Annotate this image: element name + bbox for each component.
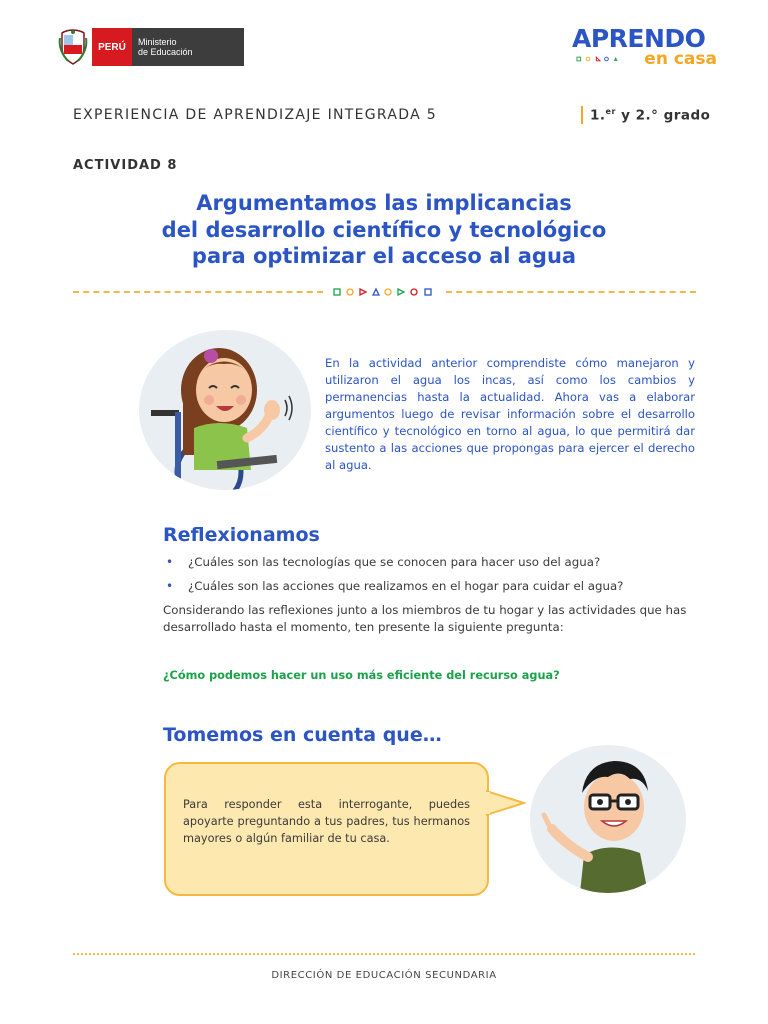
title-line-1: Argumentamos las implicancias bbox=[196, 191, 572, 215]
activity-label: ACTIVIDAD 8 bbox=[73, 158, 178, 173]
aprendo-en-casa-logo bbox=[572, 26, 717, 70]
ministry-line-1: Ministerio bbox=[138, 37, 177, 47]
key-question: ¿Cómo podemos hacer un uso más eficiente del recurso agua? bbox=[163, 669, 560, 682]
brand-main: APRENDO bbox=[572, 24, 706, 53]
brand-shapes-icon bbox=[572, 55, 624, 63]
boy-pointing-illustration bbox=[530, 745, 686, 893]
reflection-list bbox=[163, 555, 703, 603]
separator-left bbox=[73, 291, 323, 293]
list-item: • ¿Cuáles son las acciones que realizamos en el hogar para cuidar el agua? bbox=[166, 579, 624, 593]
speech-bubble-text: Para responder esta interrogante, puedes apoyarte preguntando a tus padres, tus hermanos mayores o algún familiar de tu casa. bbox=[183, 798, 470, 845]
grade-divider bbox=[581, 106, 583, 124]
intro-paragraph: En la actividad anterior comprendiste cómo manejaron y utilizaron el agua los incas, así como los cambios y permanencias hasta la actualidad. Ahora vas a elaborar argumentos luego de revisar información sobre el desarrollo científico y tecnológico en torno al agua, lo que permitirá dar sustento a las acciones que propongas para ejercer el derecho al agua. bbox=[325, 356, 695, 472]
peru-shield-icon bbox=[58, 28, 88, 66]
peru-label: PERÚ bbox=[92, 28, 132, 66]
list-item: • ¿Cuáles son las tecnologías que se conocen para hacer uso del agua? bbox=[166, 555, 601, 569]
page-title bbox=[73, 190, 695, 270]
reflexionamos-heading: Reflexionamos bbox=[163, 524, 320, 546]
bullet-icon: • bbox=[166, 579, 174, 593]
minedu-logo bbox=[58, 28, 244, 66]
footer-separator bbox=[73, 953, 695, 955]
decorative-shapes-icon bbox=[332, 286, 436, 298]
ministry-line-2: de Educación bbox=[138, 47, 193, 57]
girl-wheelchair-illustration bbox=[139, 330, 311, 490]
footer-label: DIRECCIÓN DE EDUCACIÓN SECUNDARIA bbox=[271, 970, 497, 981]
title-line-2: del desarrollo científico y tecnológico bbox=[161, 217, 607, 242]
brand-sub: en casa bbox=[644, 49, 717, 69]
separator-right bbox=[446, 291, 696, 293]
bullet-icon: • bbox=[166, 555, 174, 569]
speech-bubble-tail bbox=[486, 785, 526, 821]
grade-label: 1.$^{er}$ y 2.° grado bbox=[590, 107, 711, 124]
ministry-label bbox=[132, 28, 244, 66]
consider-paragraph: Considerando las reflexiones junto a los miembros de tu hogar y las actividades que has desarrollado hasta el momento, ten presente la siguiente pregunta: bbox=[163, 603, 687, 634]
title-line-3: para optimizar el acceso al agua bbox=[191, 244, 577, 268]
experience-title: EXPERIENCIA DE APRENDIZAJE INTEGRADA 5 bbox=[73, 107, 437, 123]
tomemos-heading: Tomemos en cuenta que… bbox=[163, 724, 442, 746]
